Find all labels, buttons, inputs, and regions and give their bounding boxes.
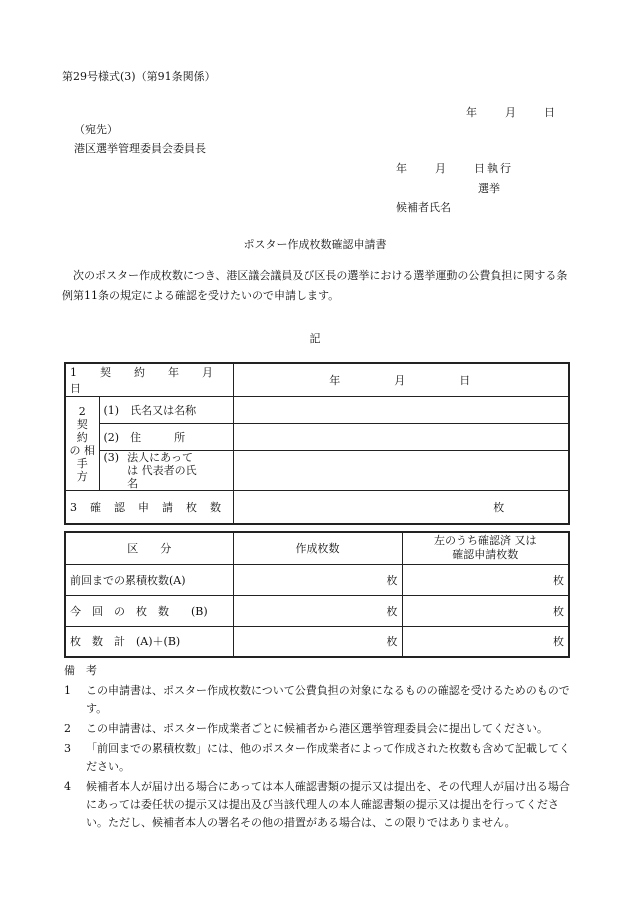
party-line: 2: [78, 404, 86, 418]
confirm-count-row: [65, 491, 569, 524]
note-item: 3 「前回までの累積枚数」には、他のポスター作成業者によって作成された枚数も含めて記載してください。: [64, 742, 570, 773]
party-address-field[interactable]: [233, 424, 569, 451]
party-address-label: (2) 住 所: [99, 424, 233, 451]
document-title: ポスター作成枚数確認申請書: [243, 238, 387, 251]
count-row-a: [65, 564, 569, 595]
party-row-1: [65, 397, 569, 424]
contract-party-label: [65, 397, 99, 491]
body-text: 次のポスター作成枚数につき、港区議会議員及び区長の選挙における選挙運動の公費負担に関する条例第11条の規定による確認を受けたいので申請します。: [62, 269, 568, 302]
date-line: 年 月 日: [466, 106, 557, 119]
party-row-3: [65, 451, 569, 491]
row-label-total: 枚 数 計 (A)＋(B): [65, 626, 233, 657]
contract-date-label: 1 契 約 年 月 日: [65, 363, 233, 397]
row-label-b: 今 回 の 枚 数 (B): [65, 595, 233, 626]
row-label-a: 前回までの累積枚数(A): [65, 564, 233, 595]
party-rep-field[interactable]: [233, 451, 569, 491]
row-b-confirmed[interactable]: 枚: [402, 595, 569, 626]
party-line: 方: [76, 469, 88, 483]
count-table: [64, 531, 570, 658]
contract-date-row: [65, 363, 569, 397]
notes-list: [64, 682, 572, 832]
count-row-b: [65, 595, 569, 626]
party-line: 約: [76, 430, 88, 444]
row-b-produced[interactable]: 枚: [233, 595, 402, 626]
election-date: 年 月 日執行: [396, 162, 513, 175]
party-line: の 相: [69, 443, 95, 457]
note-item: 2 この申請書は、ポスター作成業者ごとに候補者から港区選挙管理委員会に提出してください。: [64, 722, 548, 735]
party-line: 契: [76, 417, 88, 431]
party-row-2: [65, 424, 569, 451]
count-header-row: [65, 532, 569, 564]
party-name-field[interactable]: [233, 397, 569, 424]
row-total-confirmed[interactable]: 枚: [402, 626, 569, 657]
addressee-prefix: （宛先）: [74, 123, 118, 136]
header-produced: 作成枚数: [233, 532, 402, 564]
row-total-produced[interactable]: 枚: [233, 626, 402, 657]
confirm-count-field[interactable]: 枚: [233, 491, 569, 524]
note-item: 4 候補者本人が届け出る場合にあっては本人確認書類の提示又は提出を、その代理人が届け出る場合にあっては委任状の提示又は提出及び当該代理人の本人確認書類の提示又は提出を行ってください。ただし、候補者本人の署名その他の措置がある場合は、この限りではありません。: [64, 780, 570, 829]
contract-table: [64, 362, 570, 525]
confirm-count-label: 3 確 認 申 請 枚 数: [65, 491, 233, 524]
note-item: 1 この申請書は、ポスター作成枚数について公費負担の対象になるものの確認を受けるためのものです。: [64, 684, 570, 715]
form-id: 第29号様式(3)（第91条関係）: [62, 70, 216, 83]
notes-title: 備 考: [64, 664, 97, 677]
header-confirmed: 左のうち確認済 又は確認申請枚数: [402, 532, 569, 564]
row-a-confirmed[interactable]: 枚: [402, 564, 569, 595]
contract-date-value[interactable]: 年 月 日: [233, 363, 569, 397]
party-line: 手: [76, 456, 88, 470]
party-name-label: (1) 氏名又は名称: [99, 397, 233, 424]
party-rep-label: (3) 法人にあっては 代表者の氏名: [99, 451, 233, 491]
candidate-name-label: 候補者氏名: [396, 201, 451, 214]
ki-label: 記: [309, 332, 321, 345]
election-label: 選挙: [478, 182, 500, 195]
count-row-total: [65, 626, 569, 657]
header-category: 区 分: [65, 532, 233, 564]
row-a-produced[interactable]: 枚: [233, 564, 402, 595]
addressee: 港区選挙管理委員会委員長: [74, 142, 206, 155]
